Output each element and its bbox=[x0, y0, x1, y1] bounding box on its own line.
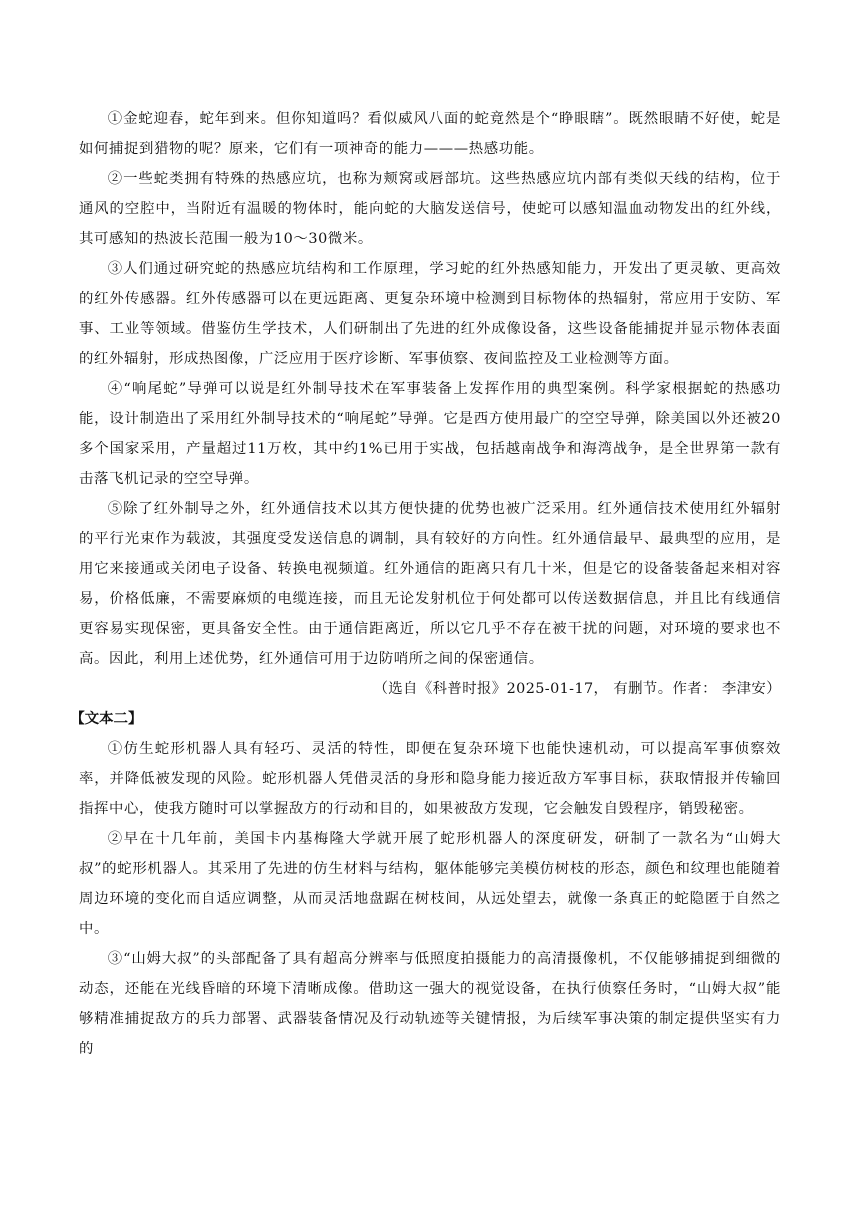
text-one-paragraph-5: ⑤除了红外制导之外，红外通信技术以其方便快捷的优势也被广泛采用。红外通信技术使用红外辐射的平行光束作为载波，其强度受发送信息的调制，具有较好的方向性。红外通信最早、最典型的应用，是用它来接通或关闭电子设备、转换电视频道。红外通信的距离只有几十米，但是它的设备装备起来相对容易，价格低廉，不需要麻烦的电缆连接，而且无论发射机位于何处都可以传送数据信息，并且比有线通信更容易实现保密，更具备安全性。由于通信距离近，所以它几乎不存在被干扰的问题，对环境的要求也不高。因此，利用上述优势，红外通信可用于边防哨所之间的保密通信。 bbox=[79, 501, 781, 667]
document-page bbox=[70, 104, 781, 1064]
text-two-paragraph-3: ③“山姆大叔”的头部配备了具有超高分辨率与低照度拍摄能力的高清摄像机，不仅能够捕捉到细微的动态，还能在光线昏暗的环境下清晰成像。借助这一强大的视觉设备，在执行侦察任务时，“山姆大叔”能够精准捕捉敌方的兵力部署、武器装备情况及行动轨迹等关键情报，为后续军事决策的制定提供坚实有力的 bbox=[79, 951, 781, 1057]
source-citation: （选自《科普时报》2025-01-17， 有删节。作者： 李津安） bbox=[373, 681, 781, 697]
text-one-paragraph-3: ③人们通过研究蛇的热感应坑结构和工作原理，学习蛇的红外热感知能力，开发出了更灵敏、更高效的红外传感器。红外传感器可以在更远距离、更复杂环境中检测到目标物体的热辐射，常应用于安防、军事、工业等领域。借鉴仿生学技术，人们研制出了先进的红外成像设备，这些设备能捕捉并显示物体表面的红外辐射，形成热图像，广泛应用于医疗诊断、军事侦察、夜间监控及工业检测等方面。 bbox=[79, 261, 781, 367]
text-one-paragraph-4: ④“响尾蛇”导弹可以说是红外制导技术在军事装备上发挥作用的典型案例。科学家根据蛇的热感功能，设计制造出了采用红外制导技术的“响尾蛇”导弹。它是西方使用最广的空空导弹，除美国以外还被20多个国家采用，产量超过11万枚，其中约1%已用于实战，包括越南战争和海湾战争，是全世界第一款有击落飞机记录的空空导弹。 bbox=[79, 381, 781, 487]
text-two-heading: 【文本二】 bbox=[70, 710, 143, 727]
text-one-paragraph-1: ①金蛇迎春，蛇年到来。但你知道吗？看似威风八面的蛇竟然是个“睁眼瞎”。既然眼睛不好使，蛇是如何捕捉到猎物的呢？原来，它们有一项神奇的能力———热感功能。 bbox=[79, 111, 781, 157]
text-one-paragraph-2: ②一些蛇类拥有特殊的热感应坑，也称为颊窝或唇部坑。这些热感应坑内部有类似天线的结构，位于通风的空腔中，当附近有温暖的物体时，能向蛇的大脑发送信号，使蛇可以感知温血动物发出的红外线，其可感知的热波长范围一般为10～30微米。 bbox=[79, 171, 781, 247]
text-two-paragraph-2: ②早在十几年前，美国卡内基梅隆大学就开展了蛇形机器人的深度研发，研制了一款名为“山姆大叔”的蛇形机器人。其采用了先进的仿生材料与结构，躯体能够完美模仿树枝的形态，颜色和纹理也能随着周边环境的变化而自适应调整，从而灵活地盘踞在树枝间，从远处望去，就像一条真正的蛇隐匿于自然之中。 bbox=[79, 831, 781, 937]
text-two-paragraph-1: ①仿生蛇形机器人具有轻巧、灵活的特性，即便在复杂环境下也能快速机动，可以提高军事侦察效率，并降低被发现的风险。蛇形机器人凭借灵活的身形和隐身能力接近敌方军事目标，获取情报并传输回指挥中心，使我方随时可以掌握敌方的行动和目的，如果被敌方发现，它会触发自毁程序，销毁秘密。 bbox=[79, 741, 781, 817]
